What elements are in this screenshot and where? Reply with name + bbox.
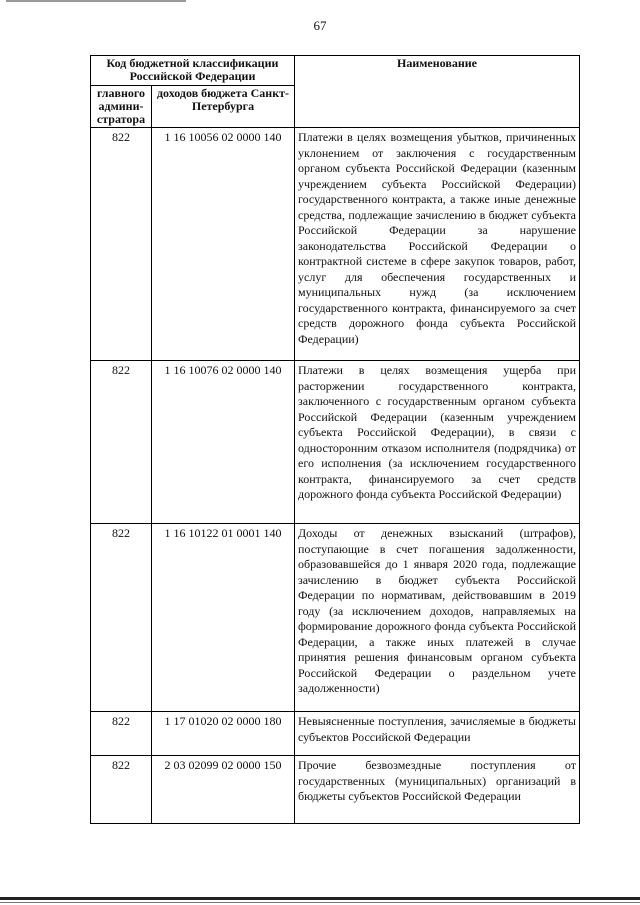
admin-code-cell: 822 <box>91 524 152 712</box>
name-cell: Платежи в целях возмещения убытков, причиненных уклонением от заключения с государственным органом субъекта Российской Федерации (казенным учреждением субъекта Российской Федерации) государственного контракта, а также иные денежные средства, подлежащие зачислению в бюджет субъекта Российской Федерации за нарушение законодательства Российской Федерации о контрактной системе в сфере закупок товаров, работ, услуг для обеспечения государственных и муниципальных нужд (за исключением государственного контракта, финансируемого за счет средств дорожного фонда субъекта Российской Федерации) <box>295 128 580 361</box>
header-name: Наименование <box>295 56 580 128</box>
page-number: 67 <box>313 18 327 33</box>
admin-code-cell: 822 <box>91 128 152 361</box>
income-code-cell: 1 16 10056 02 0000 140 <box>152 128 295 361</box>
header-code-group: Код бюджетной классификации Российской Федерации <box>91 56 295 86</box>
table-row <box>91 361 580 524</box>
table-row <box>91 712 580 756</box>
table-row <box>91 128 580 361</box>
admin-code-cell: 822 <box>91 756 152 824</box>
header-admin: главного админи-стратора <box>91 86 152 128</box>
header-income: доходов бюджета Санкт-Петербурга <box>152 86 295 128</box>
bottom-rule <box>0 897 640 900</box>
name-cell: Платежи в целях возмещения ущерба при расторжении государственного контракта, заключенного с государственным органом субъекта Российской Федерации (казенным учреждением субъекта Российской Федерации), в связи с односторонним отказом исполнителя (подрядчика) от его исполнения (за исключением государственного контракта, финансируемого за счет средств дорожного фонда субъекта Российской Федерации) <box>295 361 580 524</box>
name-cell: Прочие безвозмездные поступления от государственных (муниципальных) организаций в бюджеты субъектов Российской Федерации <box>295 756 580 824</box>
admin-code-cell: 822 <box>91 361 152 524</box>
table-row <box>91 756 580 824</box>
name-cell: Доходы от денежных взысканий (штрафов), поступающие в счет погашения задолженности, образовавшейся до 1 января 2020 года, подлежащие зачислению в бюджет субъекта Российской Федерации по нормативам, действовавшим в 2019 году (за исключением доходов, направляемых на формирование дорожного фонда субъекта Российской Федерации, а также иных платежей в случае принятия решения финансовым органом субъекта Российской Федерации о раздельном учете задолженности) <box>295 524 580 712</box>
income-code-cell: 1 17 01020 02 0000 180 <box>152 712 295 756</box>
bottom-rule-thin <box>0 902 640 903</box>
income-code-cell: 1 16 10076 02 0000 140 <box>152 361 295 524</box>
admin-code-cell: 822 <box>91 712 152 756</box>
table-row <box>91 524 580 712</box>
budget-classification-table <box>90 55 580 824</box>
income-code-cell: 1 16 10122 01 0001 140 <box>152 524 295 712</box>
income-code-cell: 2 03 02099 02 0000 150 <box>152 756 295 824</box>
name-cell: Невыясненные поступления, зачисляемые в бюджеты субъектов Российской Федерации <box>295 712 580 756</box>
top-rule <box>6 0 186 2</box>
